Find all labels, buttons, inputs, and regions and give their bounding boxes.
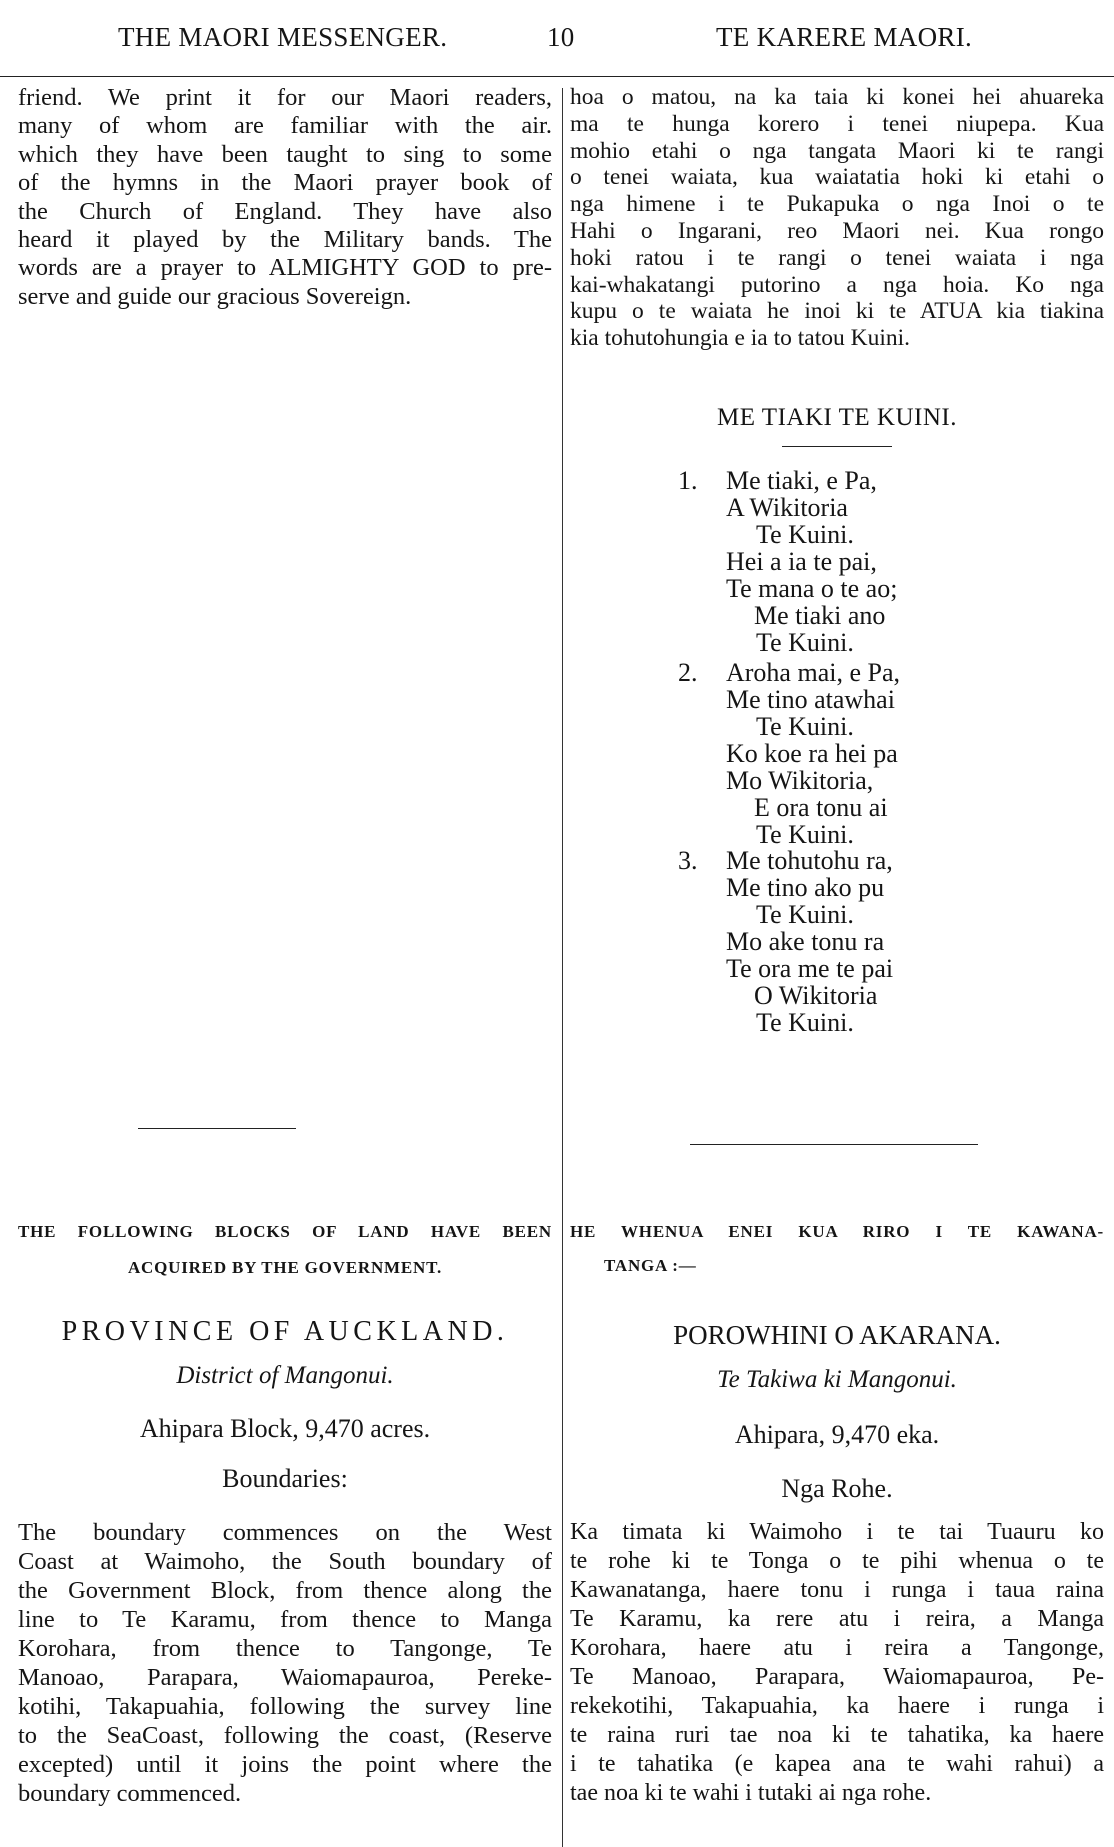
stanza-line: O Wikitoria [754, 981, 878, 1010]
text-line: te raina ruri tae noa ki te tahatika, ka haere [570, 1722, 1104, 1748]
text-line: Coast at Waimoho, the South boundary of [18, 1548, 552, 1575]
stanza-line: Te Kuini. [756, 1008, 854, 1037]
text-line: to the SeaCoast, following the coast, (Reserve [18, 1722, 552, 1749]
text-line: line to Te Karamu, from thence to Manga [18, 1606, 552, 1633]
stanza-line: Me tino atawhai [726, 685, 895, 714]
text-line: o tenei waiata, kua waiatatia hoki ki etahi o [570, 164, 1104, 191]
left-district-heading: District of Mangonui. [176, 1362, 394, 1389]
right-land-heading-line2: TANGA :— [604, 1256, 697, 1275]
stanza-line: A Wikitoria [726, 493, 848, 522]
text-line: heard it played by the Military bands. The [18, 225, 552, 253]
stanza-line: Te ora me te pai [726, 954, 894, 983]
running-header-left: THE MAORI MESSENGER. [118, 22, 448, 52]
text-line: i te tahatika (e kapea ana te wahi rahui) a [570, 1751, 1104, 1777]
text-line: The boundary commences on the West [18, 1519, 552, 1546]
text-line: Korohara, haere atu i reira a Tangonge, [570, 1635, 1104, 1661]
stanza-line: Te Kuini. [756, 820, 854, 849]
stanza-line: Hei a ia te pai, [726, 547, 877, 576]
text-line: the Church of England. They have also [18, 197, 552, 225]
stanza-line: Me tino ako pu [726, 873, 885, 902]
song-title: ME TIAKI TE KUINI. [717, 404, 957, 431]
stanza-line: Me tiaki, e Pa, [726, 466, 877, 495]
right-land-heading-line1: HE WHENUA ENEI KUA RIRO I TE KAWANA- [570, 1222, 1104, 1241]
text-line: the Government Block, from thence along the [18, 1577, 552, 1604]
header-rule [0, 76, 1114, 77]
text-line: ma te hunga korero i tenei niupepa. Kua [570, 110, 1104, 137]
text-line: kupu o te waiata he inoi ki te ATUA kia tiakina [570, 298, 1104, 325]
stanza-line: E ora tonu ai [754, 793, 888, 822]
left-boundary-paragraph [18, 1518, 552, 1808]
left-land-heading-line1: THE FOLLOWING BLOCKS OF LAND HAVE BEEN [18, 1222, 552, 1241]
left-boundaries-label: Boundaries: [222, 1464, 348, 1493]
stanza-number: 1. [678, 466, 698, 495]
text-line: mohio etahi o nga tangata Maori ki te rangi [570, 137, 1104, 164]
text-line: Ka timata ki Waimoho i te tai Tuauru ko [570, 1519, 1104, 1545]
text-line: hoki ratou i te rangi o tenei waiata i nga [570, 244, 1104, 271]
text-line: which they have been taught to sing to some [18, 140, 552, 168]
stanza-line: Te Kuini. [756, 520, 854, 549]
text-line: kai-whakatangi putorino a nga hoia. Ko nga [570, 271, 1104, 298]
stanza-number: 2. [678, 658, 698, 687]
text-line: friend. We print it for our Maori readers, [18, 84, 552, 111]
text-line: excepted) until it joins the point where the [18, 1751, 552, 1778]
left-province-heading: PROVINCE OF AUCKLAND. [61, 1316, 509, 1347]
text-line: of the hymns in the Maori prayer book of [18, 169, 552, 197]
stanza-line: Te Kuini. [756, 900, 854, 929]
text-line: many of whom are familiar with the air. [18, 112, 552, 140]
song-title-rule [782, 446, 892, 447]
text-line: words are a prayer to ALMIGHTY GOD to pre- [18, 254, 552, 282]
text-line: kotihi, Takapuahia, following the survey line [18, 1693, 552, 1720]
stanza-line: Me tohutohu ra, [726, 846, 893, 875]
running-header-right: TE KARERE MAORI. [716, 22, 973, 52]
text-line: hoa o matou, na ka taia ki konei hei ahuareka [570, 84, 1104, 110]
right-separator-rule [690, 1144, 978, 1145]
stanza-line: Te Kuini. [756, 712, 854, 741]
right-district-heading: Te Takiwa ki Mangonui. [717, 1366, 957, 1393]
text-line: kia tohutohungia e ia to tatou Kuini. [570, 325, 911, 352]
text-line: rekekotihi, Takapuahia, ka haere i runga i [570, 1693, 1104, 1719]
text-line: Hahi o Ingarani, reo Maori nei. Kua rongo [570, 217, 1104, 244]
text-line: Kawanatanga, haere tonu i runga i taua raina [570, 1577, 1104, 1603]
right-boundaries-label: Nga Rohe. [781, 1474, 893, 1503]
stanza-line: Aroha mai, e Pa, [726, 658, 901, 687]
left-separator-rule [138, 1128, 296, 1129]
stanza-line: Te Kuini. [756, 628, 854, 657]
text-line: tae noa ki te wahi i tutaki ai nga rohe. [570, 1780, 932, 1806]
stanza-line: Ko koe ra hei pa [726, 739, 898, 768]
column-divider [562, 88, 563, 1847]
stanza-line: Mo Wikitoria, [726, 766, 874, 795]
text-line: Te Manoao, Parapara, Waiomapauroa, Pe- [570, 1664, 1104, 1690]
stanza-line: Mo ake tonu ra [726, 927, 885, 956]
text-line: nga himene i te Pukapuka o nga Inoi o te [570, 191, 1104, 218]
stanza-number: 3. [678, 846, 698, 875]
left-intro-paragraph [18, 84, 552, 311]
text-line: te rohe ki te Tonga o te pihi whenua o te [570, 1548, 1104, 1574]
text-line: Manoao, Parapara, Waiomapauroa, Pereke- [18, 1664, 552, 1691]
right-intro-paragraph [570, 84, 1104, 352]
text-line: Te Karamu, ka rere atu i reira, a Manga [570, 1606, 1104, 1632]
right-province-heading: POROWHINI O AKARANA. [673, 1320, 1001, 1350]
text-line: Korohara, from thence to Tangonge, Te [18, 1635, 552, 1662]
right-block-title: Ahipara, 9,470 eka. [734, 1420, 940, 1449]
text-line: boundary commenced. [18, 1780, 242, 1807]
left-block-title: Ahipara Block, 9,470 acres. [139, 1414, 431, 1443]
right-boundary-paragraph [570, 1518, 1104, 1808]
left-land-heading-line2: ACQUIRED BY THE GOVERNMENT. [127, 1258, 443, 1277]
stanza-line: Me tiaki ano [754, 601, 886, 630]
text-line: serve and guide our gracious Sovereign. [18, 282, 412, 310]
stanza-line: Te mana o te ao; [726, 574, 898, 603]
page-number: 10 [547, 22, 575, 52]
